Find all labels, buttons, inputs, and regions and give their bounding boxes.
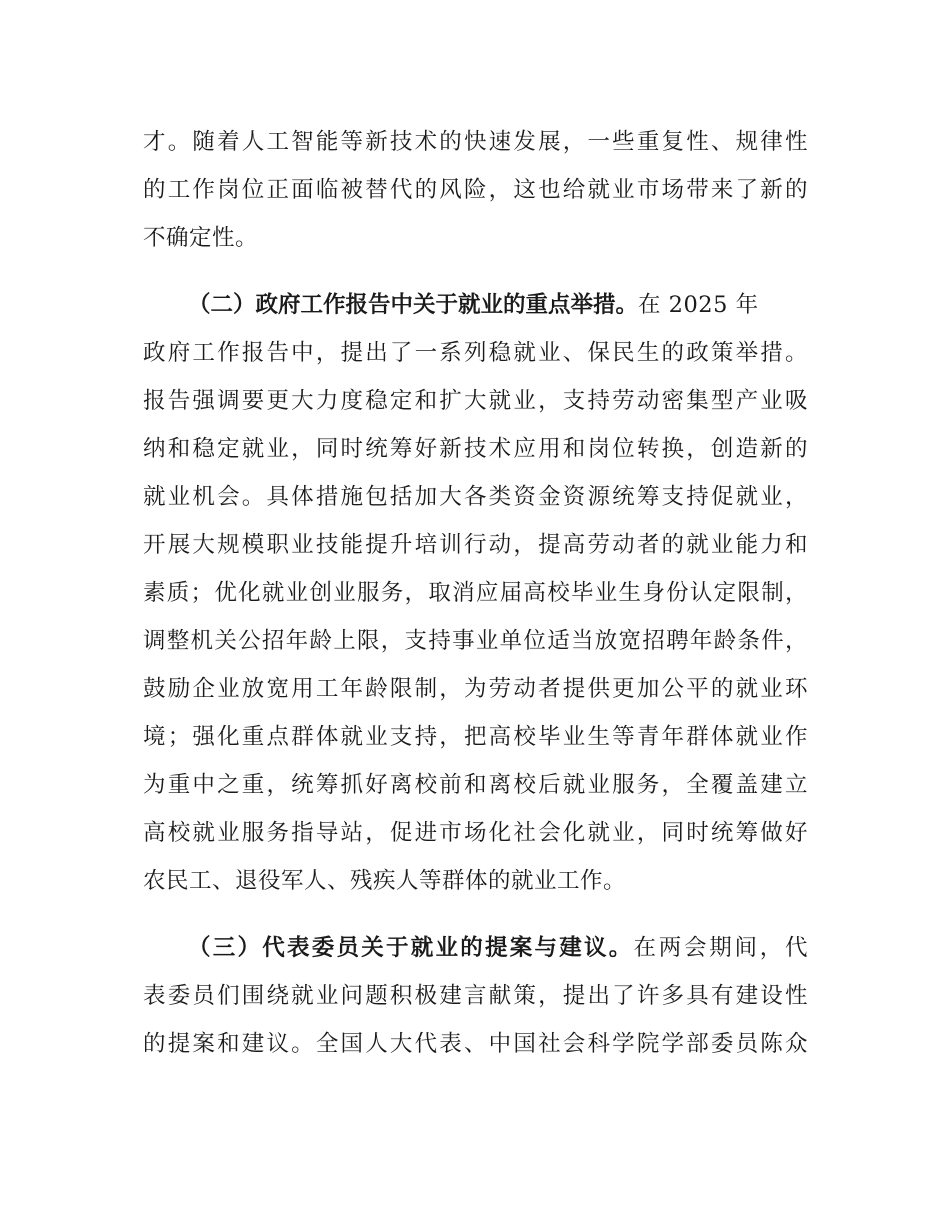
text-line: 才。随着人工智能等新技术的快速发展，一些重复性、规律性 [143, 129, 808, 155]
text-line: 不确定性。 [143, 225, 259, 251]
text-line: 政府工作报告中，提出了一系列稳就业、保民生的政策举措。 [143, 340, 808, 366]
text-line: 调整机关公招年龄上限，支持事业单位适当放宽招聘年龄条件， [143, 628, 808, 654]
text-line: 的工作岗位正面临被替代的风险，这也给就业市场带来了新的 [143, 177, 808, 203]
text-line: 为重中之重，统筹抓好离校前和离校后就业服务，全覆盖建立 [143, 772, 808, 798]
text-line: 就业机会。具体措施包括加大各类资金资源统筹支持促就业， [143, 484, 808, 510]
section-heading: （二）政府工作报告中关于就业的重点举措。 [188, 292, 639, 318]
text-line: 农民工、退役军人、残疾人等群体的就业工作。 [143, 868, 627, 894]
section-heading: （三）代表委员关于就业的提案与建议。 [188, 935, 634, 961]
text-line: 的提案和建议。全国人大代表、中国社会科学院学部委员陈众 [143, 1031, 808, 1057]
text-line: 开展大规模职业技能提升培训行动，提高劳动者的就业能力和 [143, 532, 808, 558]
text-line: 纳和稳定就业，同时统筹好新技术应用和岗位转换，创造新的 [143, 436, 808, 462]
heading-continuation: 在两会期间，代 [633, 935, 808, 961]
paragraph-1 [143, 118, 808, 262]
paragraph-3 [143, 924, 808, 1068]
text-line: 高校就业服务指导站，促进市场化社会化就业，同时统筹做好 [143, 820, 808, 846]
paragraph-2 [143, 281, 808, 905]
text-line [143, 924, 808, 972]
text-line: 鼓励企业放宽用工年龄限制，为劳动者提供更加公平的就业环 [143, 676, 808, 702]
text-line: 境；强化重点群体就业支持，把高校毕业生等青年群体就业作 [143, 724, 808, 750]
text-line: 报告强调要更大力度稳定和扩大就业，支持劳动密集型产业吸 [143, 388, 808, 414]
text-line: 素质；优化就业创业服务，取消应届高校毕业生身份认定限制， [143, 580, 808, 606]
text-line: 表委员们围绕就业问题积极建言献策，提出了许多具有建设性 [143, 983, 808, 1009]
text-line [143, 281, 808, 329]
heading-continuation: 在 2025 年 [638, 292, 759, 318]
document-page [143, 118, 808, 1068]
